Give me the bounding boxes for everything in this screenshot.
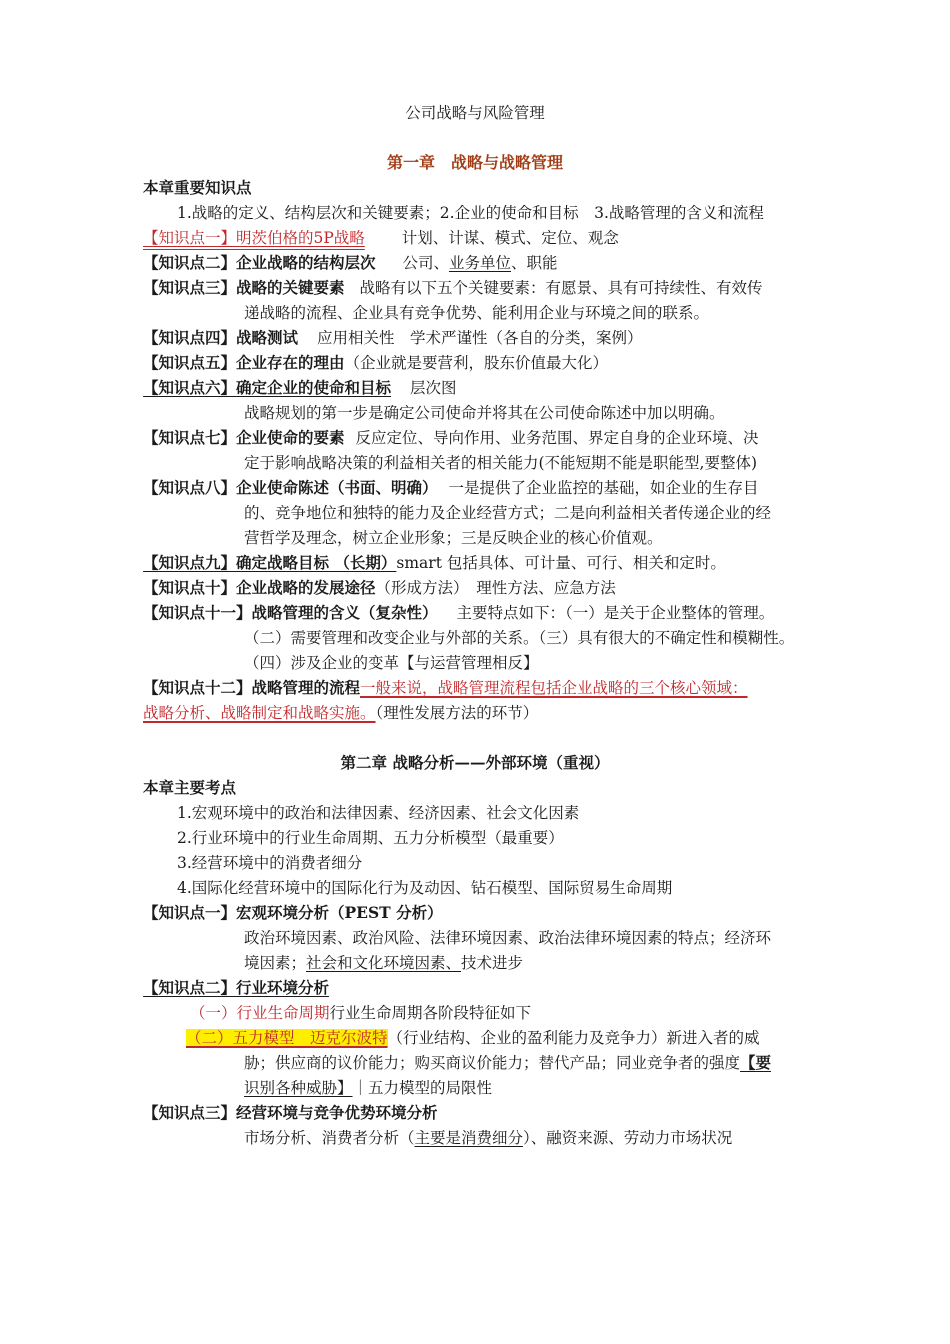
lifecycle-text: 行业生命周期各阶段特征如下 — [329, 1004, 532, 1022]
ch2-point-2-tag: 【知识点二】行业环境分析 — [143, 978, 330, 997]
ch2-point-3-text-a: 市场分析、消费者分析（ — [244, 1129, 415, 1147]
ch1-point-10-tag: 【知识点十】企业战略的发展途径 — [143, 578, 376, 597]
ch1-point-2 — [143, 253, 558, 273]
ch1-point-11-text: 主要特点如下：（一）是关于企业整体的管理。 — [456, 604, 775, 622]
ch1-point-4-text: 应用相关性 学术严谨性（各自的分类，案例） — [316, 329, 643, 347]
ch1-point-1 — [143, 228, 619, 248]
five-forces-label: （二）五力模型 迈克尔波特 — [186, 1029, 388, 1047]
ch1-point-6-text-2: 战略规划的第一步是确定公司使命并将其在公司使命陈述中加以明确。 — [244, 404, 725, 422]
chapter2-point-item: 1.宏观环境中的政治和法律因素、经济因素、社会文化因素 — [177, 804, 580, 822]
ch1-point-7-tag: 【知识点七】企业使命的要素 — [143, 428, 345, 447]
ch2-point-3-tag: 【知识点三】经营环境与竞争优势环境分析 — [143, 1103, 438, 1122]
ch1-point-8-text: 一是提供了企业监控的基础，如企业的生存目 — [448, 479, 759, 497]
five-forces-text-2: 胁；供应商的议价能力；购买商议价能力；替代产品；同业竞争者的强度 — [244, 1054, 741, 1072]
ch1-point-2-tag: 【知识点二】企业战略的结构层次 — [143, 253, 376, 272]
ch1-point-4-tag: 【知识点四】战略测试 — [143, 328, 299, 347]
ch1-point-11-tag: 【知识点十一】战略管理的含义（复杂性） — [143, 603, 438, 622]
chapter2-section-label: 本章主要考点 — [143, 778, 237, 797]
chapter1-section-label: 本章重要知识点 — [143, 178, 252, 197]
ch1-point-10 — [143, 578, 616, 598]
ch1-point-12-text-2: 战略分析、战略制定和战略实施。 — [143, 704, 376, 722]
chapter2-point-item: 4.国际化经营环境中的国际化行为及动因、钻石模型、国际贸易生命周期 — [177, 879, 673, 897]
ch1-point-7-text-2: 定于影响战略决策的利益相关者的相关能力(不能短期不能是职能型,要整体) — [244, 454, 758, 472]
ch1-point-5-tag: 【知识点五】企业存在的理由 — [143, 353, 345, 372]
ch1-point-12-text: 一般来说，战略管理流程包括企业战略的三个核心领域： — [360, 679, 748, 697]
ch2-point-2-sub-1 — [190, 1003, 531, 1023]
five-forces-note-b: 识别各种威胁】 — [244, 1079, 353, 1097]
ch2-point-1-text-2c: 技术进步 — [461, 954, 524, 972]
five-forces-limits: ｜五力模型的局限性 — [352, 1079, 493, 1097]
chapter2-point-item: 3.经营环境中的消费者细分 — [177, 854, 363, 872]
ch1-point-2-text-a: 公司、 — [402, 254, 449, 272]
ch2-point-3-line — [244, 1128, 732, 1148]
five-forces-text: （行业结构、企业的盈利能力及竞争力）新进入者的威 — [387, 1029, 760, 1047]
ch2-point-2-sub-2 — [186, 1028, 760, 1048]
ch1-point-5-text: （企业就是要营利，股东价值最大化） — [344, 354, 609, 372]
ch2-point-1-line-2 — [244, 953, 523, 973]
ch2-point-2-sub-2-line-3 — [244, 1078, 492, 1098]
ch1-point-4 — [143, 328, 642, 348]
ch2-point-3-text-b: 主要是消费细分 — [414, 1129, 524, 1147]
ch1-point-3-text: 战略有以下五个关键要素：有愿景、具有可持续性、有效传 — [359, 279, 763, 297]
ch1-point-12 — [143, 678, 748, 698]
chapter2-title: 第二章 战略分析——外部环境（重视） — [340, 753, 610, 772]
ch1-point-6-text: 层次图 — [409, 379, 457, 397]
ch1-point-9 — [143, 553, 726, 573]
ch2-point-1-tag: 【知识点一】宏观环境分析（PEST 分析） — [143, 903, 443, 922]
ch1-point-6-tag: 【知识点六】确定企业的使命和目标 — [143, 378, 392, 397]
ch1-point-8-text-2: 的、竞争地位和独特的能力及企业经营方式；二是向利益相关者传递企业的经 — [244, 504, 772, 522]
five-forces-note-a: 【要 — [740, 1053, 772, 1072]
ch2-point-1-text: 政治环境因素、政治风险、法律环境因素、政治法律环境因素的特点；经济环 — [244, 929, 772, 947]
ch1-point-11 — [143, 603, 774, 623]
ch1-point-2-text-b: 业务单位 — [448, 254, 511, 272]
chapter1-title: 第一章 战略与战略管理 — [386, 153, 563, 172]
ch1-point-7 — [143, 428, 758, 448]
ch1-point-2-text-c: 、职能 — [510, 254, 558, 272]
ch1-point-8-tag: 【知识点八】企业使命陈述（书面、明确） — [143, 478, 438, 497]
ch1-point-3-text-2: 递战略的流程、企业具有竞争优势、能利用企业与环境之间的联系。 — [244, 304, 710, 322]
ch1-point-12-tag: 【知识点十二】战略管理的流程 — [143, 678, 361, 697]
ch1-point-3 — [143, 278, 762, 298]
chapter2-point-item: 2.行业环境中的行业生命周期、五力分析模型（最重要） — [177, 829, 564, 847]
ch1-point-12-line-2 — [143, 703, 538, 723]
ch1-point-11-text-2: （二）需要管理和改变企业与外部的关系。（三）具有很大的不确定性和模糊性。 — [244, 629, 795, 647]
ch2-point-2-sub-2-line-2 — [244, 1053, 771, 1073]
ch1-point-3-tag: 【知识点三】战略的关键要素 — [143, 278, 345, 297]
ch1-point-8 — [143, 478, 758, 498]
ch1-point-6 — [143, 378, 456, 398]
ch2-point-1-text-2b: 社会和文化环境因素、 — [306, 954, 462, 972]
ch1-point-9-tag: 【知识点九】确定战略目标 （长期） — [143, 553, 397, 572]
lifecycle-label: （一）行业生命周期 — [190, 1004, 330, 1022]
chapter1-overview: 1.战略的定义、结构层次和关键要素；2.企业的使命和目标 3.战略管理的含义和流程 — [177, 204, 764, 222]
ch1-point-1-tag: 【知识点一】明茨伯格的5P战略 — [143, 229, 365, 247]
ch1-point-12-text-3: （理性发展方法的环节） — [375, 704, 539, 722]
ch1-point-1-text: 计划、计谋、模式、定位、观念 — [401, 229, 619, 247]
ch1-point-11-text-3: （四）涉及企业的变革【与运营管理相反】 — [244, 654, 539, 672]
ch1-point-8-text-3: 营哲学及理念，树立企业形象；三是反映企业的核心价值观。 — [244, 529, 663, 547]
ch1-point-5 — [143, 353, 608, 373]
ch2-point-3-text-c: ）、融资来源、劳动力市场状况 — [523, 1129, 733, 1147]
ch2-point-1-text-2a: 境因素； — [244, 954, 307, 972]
ch1-point-10-text: （形成方法） 理性方法、应急方法 — [375, 579, 616, 597]
doc-title: 公司战略与风险管理 — [405, 104, 545, 122]
ch1-point-7-text: 反应定位、导向作用、业务范围、界定自身的企业环境、决 — [355, 429, 759, 447]
ch1-point-9-text: smart 包括具体、可计量、可行、相关和定时。 — [396, 554, 726, 572]
